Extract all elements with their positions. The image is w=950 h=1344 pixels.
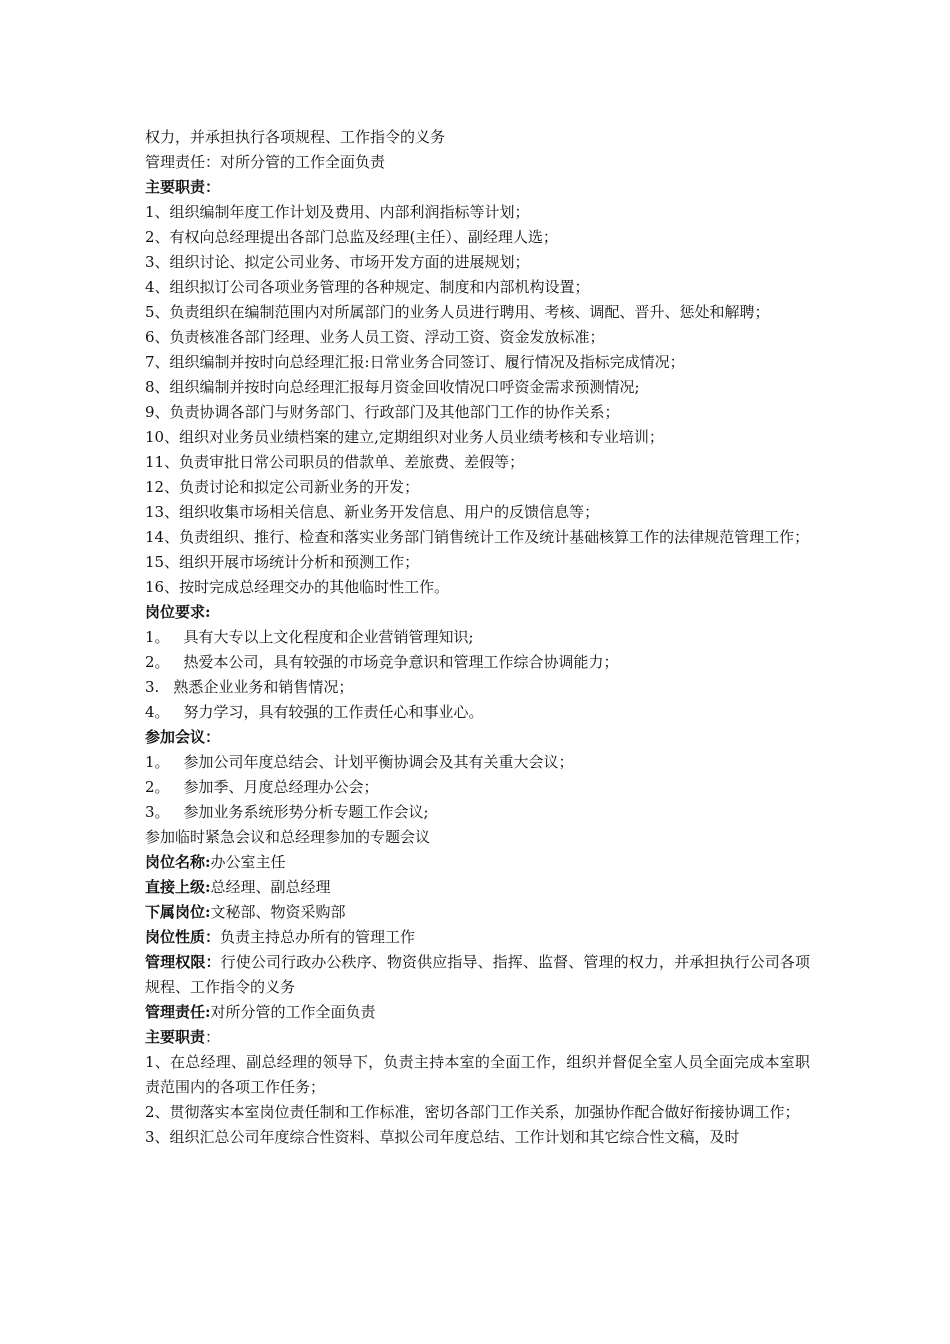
item-text: 参加季、月度总经理办公会；	[183, 778, 379, 796]
item-text: 参加公司年度总结会、计划平衡协调会及其有关重大会议；	[183, 753, 574, 771]
item-number: 2。	[145, 778, 170, 796]
subordinate-value: 文秘部、物资采购部	[210, 903, 346, 921]
requirement-item	[145, 700, 810, 725]
duty-item: 16、按时完成总经理交办的其他临时性工作。	[145, 578, 450, 596]
duty-item: 1、组织编制年度工作计划及费用、内部利润指标等计划；	[145, 203, 530, 221]
duty-item: 15、组织开展市场统计分析和预测工作；	[145, 553, 420, 571]
duty-item: 11、负责审批日常公司职员的借款单、差旅费、差假等；	[145, 453, 525, 471]
requirement-item	[145, 675, 810, 700]
direct-superior-value: 总经理、副总经理	[210, 878, 331, 896]
requirement-item	[145, 650, 810, 675]
requirement-item	[145, 625, 810, 650]
position-nature-label: 岗位性质：	[145, 928, 221, 946]
position-nature-value: 负责主持总办所有的管理工作	[220, 928, 416, 946]
meeting-item	[145, 775, 810, 800]
duty-item: 1、在总经理、副总经理的领导下，负责主持本室的全面工作，组织并督促全室人员全面完成本室职责范围内的各项工作任务；	[145, 1053, 810, 1096]
main-duties-colon: ：	[205, 1028, 221, 1046]
position-nature-row	[145, 925, 810, 950]
meeting-item	[145, 800, 810, 825]
position-name-row	[145, 850, 810, 875]
authority-label: 管理权限：	[145, 953, 221, 971]
responsibility-label: 管理责任:	[145, 1003, 211, 1021]
responsibility-value: 对所分管的工作全面负责	[210, 1003, 376, 1021]
item-number: 4。	[145, 703, 170, 721]
duty-item: 5、负责组织在编制范围内对所属部门的业务人员进行聘用、考核、调配、晋升、惩处和解聘；	[145, 303, 770, 321]
item-text: 熟悉企业业务和销售情况；	[173, 678, 354, 696]
document-page	[145, 125, 810, 1150]
requirements-heading: 岗位要求:	[145, 603, 211, 621]
authority-value: 行使公司行政办公秩序、物资供应指导、指挥、监督、管理的权力，并承担执行公司各项规程、工作指令的义务	[145, 953, 810, 996]
item-text: 热爱本公司，具有较强的市场竞争意识和管理工作综合协调能力；	[183, 653, 619, 671]
subordinate-label: 下属岗位:	[145, 903, 211, 921]
duty-item: 4、组织拟订公司各项业务管理的各种规定、制度和内部机构设置；	[145, 278, 590, 296]
item-number: 3。	[145, 803, 170, 821]
duty-item: 10、组织对业务员业绩档案的建立,定期组织对业务人员业绩考核和专业培训；	[145, 428, 664, 446]
item-text: 具有大专以上文化程度和企业营销管理知识;	[183, 628, 474, 646]
item-text: 努力学习，具有较强的工作责任心和事业心。	[183, 703, 484, 721]
duty-item: 7、组织编制并按时向总经理汇报:日常业务合同签订、履行情况及指标完成情况；	[145, 353, 685, 371]
authority-row	[145, 950, 810, 1000]
duty-item: 3、组织讨论、拟定公司业务、市场开发方面的进展规划；	[145, 253, 530, 271]
position-name-value: 办公室主任	[210, 853, 286, 871]
duty-item: 8、组织编制并按时向总经理汇报每月资金回收情况口呼资金需求预测情况;	[145, 378, 640, 396]
item-number: 1。	[145, 753, 170, 771]
item-text: 参加业务系统形势分析专题工作会议;	[183, 803, 429, 821]
subordinate-row	[145, 900, 810, 925]
duty-item: 9、负责协调各部门与财务部门、行政部门及其他部门工作的协作关系；	[145, 403, 620, 421]
duty-item: 13、组织收集市场相关信息、新业务开发信息、用户的反馈信息等；	[145, 503, 600, 521]
item-number: 2。	[145, 653, 170, 671]
meeting-item	[145, 750, 810, 775]
item-number: 1。	[145, 628, 170, 646]
meeting-extra: 参加临时紧急会议和总经理参加的专题会议	[145, 828, 431, 846]
position-name-label: 岗位名称:	[145, 853, 211, 871]
direct-superior-row	[145, 875, 810, 900]
meetings-heading: 参加会议：	[145, 728, 221, 746]
direct-superior-label: 直接上级:	[145, 878, 211, 896]
duty-item: 12、负责讨论和拟定公司新业务的开发；	[145, 478, 420, 496]
item-number: 3.	[145, 678, 160, 696]
intro-line-1: 权力，并承担执行各项规程、工作指令的义务	[145, 128, 446, 146]
main-duties-title: 主要职责	[145, 1028, 206, 1046]
main-duties-heading-2	[145, 1025, 810, 1050]
intro-line-2: 管理责任：对所分管的工作全面负责	[145, 153, 386, 171]
duty-item: 3、组织汇总公司年度综合性资料、草拟公司年度总结、工作计划和其它综合性文稿，及时	[145, 1128, 740, 1146]
duty-item: 14、负责组织、推行、检查和落实业务部门销售统计工作及统计基础核算工作的法律规范管理工作；	[145, 528, 810, 546]
duty-item: 6、负责核准各部门经理、业务人员工资、浮动工资、资金发放标准；	[145, 328, 605, 346]
duty-item: 2、有权向总经理提出各部门总监及经理(主任）、副经理人选；	[145, 228, 558, 246]
responsibility-row	[145, 1000, 810, 1025]
main-duties-heading: 主要职责：	[145, 178, 221, 196]
duty-item: 2、贯彻落实本室岗位责任制和工作标准，密切各部门工作关系，加强协作配合做好衔接协调工作；	[145, 1103, 800, 1121]
